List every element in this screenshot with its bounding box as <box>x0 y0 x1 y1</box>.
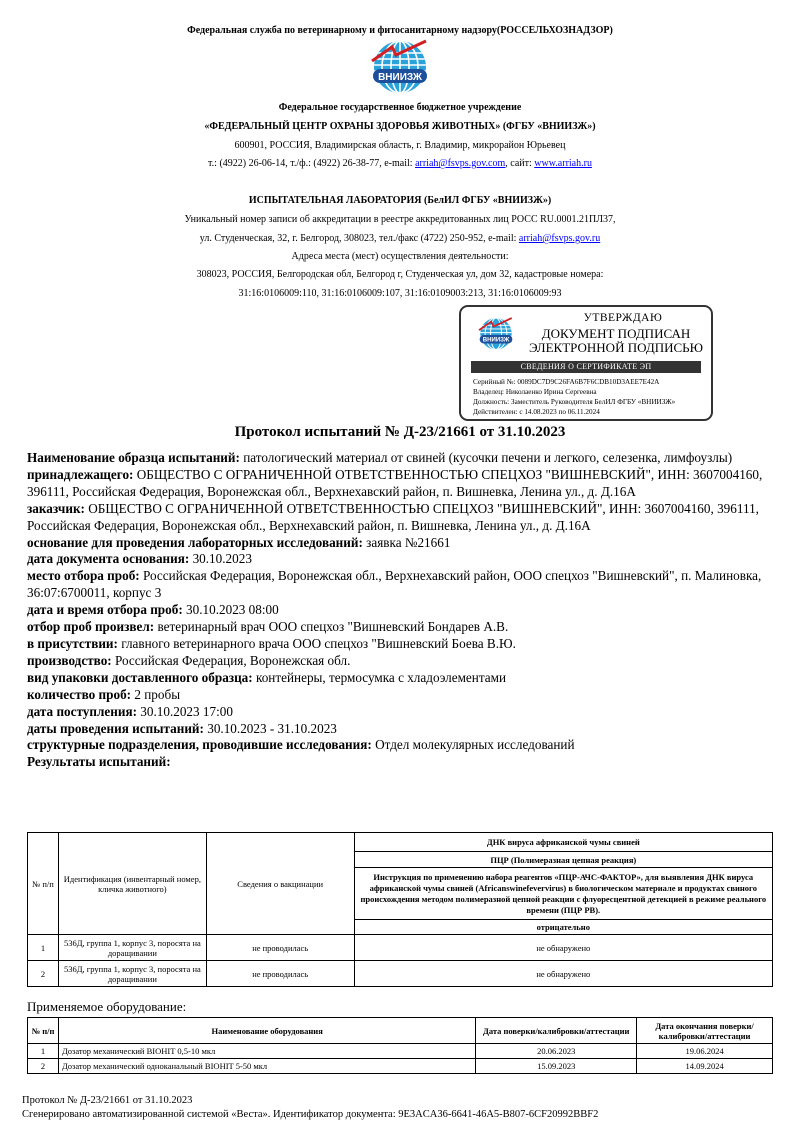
row-num: 1 <box>28 935 59 961</box>
contacts-site-link[interactable]: www.arriah.ru <box>534 158 592 169</box>
col-header-num: № п/п <box>28 833 59 935</box>
activity-address: 308023, РОССИЯ, Белгородская обл, Белгород г, Студенческая ул, дом 32, кадастровые номера: <box>196 269 604 280</box>
field-value: 30.10.2023 17:00 <box>136 703 233 719</box>
col-header-vaccination: Сведения о вакцинации <box>206 833 354 935</box>
field-in-presence <box>27 636 773 653</box>
table-row <box>28 935 773 961</box>
protocol-title: Протокол испытаний № Д-23/21661 от 31.10.2023 <box>234 424 566 440</box>
equipment-title: Применяемое оборудование: <box>27 999 187 1014</box>
field-value: Российская Федерация, Воронежская обл., Верхнехавский район, ООО спецхоз "Вишневский", п. Малиновка, 36:07:6700011, корпус 3 <box>27 568 762 601</box>
field-sample-name <box>27 450 773 467</box>
field-value: контейнеры, термосумка с хладоэлементами <box>252 669 507 685</box>
vniizh-logo <box>362 39 438 99</box>
field-value: заявка №21661 <box>362 534 451 550</box>
institution-address: 600901, РОССИЯ, Владимирская область, г. Владимир, микрорайон Юрьевец <box>234 140 566 151</box>
cadastral-numbers: 31:16:0106009:110, 31:16:0106009:107, 31:16:0109003:213, 31:16:0106009:93 <box>238 288 562 299</box>
field-value: Российская Федерация, Воронежская обл. <box>111 652 351 668</box>
field-customer <box>27 501 773 535</box>
e-signature-stamp <box>459 305 713 421</box>
field-label: структурные подразделения, проводившие исследования: <box>27 737 372 753</box>
eq-name: Дозатор механический BIOHIT 0,5-10 мкл <box>58 1044 475 1059</box>
activity-title: Адреса места (мест) осуществления деятельности: <box>291 251 509 262</box>
col-header-pcr: ПЦР (Полимеразная цепная реакция) <box>354 852 772 868</box>
field-basis <box>27 535 773 552</box>
col-header-norm: отрицательно <box>354 920 772 935</box>
field-label: дата поступления: <box>27 703 137 719</box>
stamp-owner: Владелец: Николаенко Ирина Сергеевна <box>473 388 597 396</box>
row-identification: 536Д, группа 1, корпус 3, поросята на доращивании <box>58 935 206 961</box>
stamp-signed-line1: ДОКУМЕНТ ПОДПИСАН <box>541 326 691 341</box>
row-num: 2 <box>28 961 59 987</box>
field-production <box>27 653 773 670</box>
field-label: количество проб: <box>27 686 132 702</box>
field-sampled-by <box>27 619 773 636</box>
stamp-serial: Серийный №: 0089DC7D9C26FA6B7F6CDB10D3AEE7E42A <box>473 378 660 386</box>
field-label: отбор проб произвел: <box>27 619 155 635</box>
results-heading <box>27 754 773 771</box>
lab-name: ИСПЫТАТЕЛЬНАЯ ЛАБОРАТОРИЯ (БелИЛ ФГБУ «ВНИИЗЖ») <box>248 195 552 206</box>
eq-date: 20.06.2023 <box>476 1044 637 1059</box>
field-owner <box>27 467 773 501</box>
row-result: не обнаружено <box>354 935 772 961</box>
field-value: Отдел молекулярных исследований <box>371 737 575 753</box>
row-vaccination: не проводилась <box>206 961 354 987</box>
institution-contacts <box>0 157 800 170</box>
results-table <box>27 832 773 987</box>
field-label: в присутствии: <box>27 635 118 651</box>
field-value: ветеринарный врач ООО спецхоз "Вишневский Бондарев А.В. <box>154 619 509 635</box>
eq-header-date: Дата поверки/калибровки/аттестации <box>476 1018 637 1044</box>
logo-text: ВНИИЗЖ <box>378 72 422 83</box>
field-sampling-place <box>27 568 773 602</box>
col-header-method: Инструкция по применению набора реагентов «ПЦР-АЧС-ФАКТОР», для выявления ДНК вируса африканской чумы свиней (Africanswinefevervirus) в биологическом материале и продуктах свиного происхождения методом полимеразной цепной реакции с флуоресцентной детекцией в режиме реального времени (ПЦР РВ). <box>354 868 772 920</box>
field-label: место отбора проб: <box>27 568 140 584</box>
row-result: не обнаружено <box>354 961 772 987</box>
field-label: заказчик: <box>27 500 85 516</box>
footer-protocol: Протокол № Д-23/21661 от 31.10.2023 <box>22 1095 193 1106</box>
field-basis-date <box>27 551 773 568</box>
field-label: Результаты испытаний: <box>27 754 171 770</box>
eq-date: 15.09.2023 <box>476 1059 637 1074</box>
agency-name: Федеральная служба по ветеринарному и фитосанитарному надзору(РОССЕЛЬХОЗНАДЗОР) <box>187 25 613 36</box>
field-test-dates <box>27 721 773 738</box>
eq-header-num: № п/п <box>28 1018 59 1044</box>
field-packaging <box>27 670 773 687</box>
stamp-valid: Действителен: с 14.08.2023 по 06.11.2024 <box>473 408 600 416</box>
field-value: 30.10.2023 08:00 <box>182 602 279 618</box>
field-label: принадлежащего: <box>27 466 134 482</box>
table-row <box>28 1059 773 1074</box>
table-row <box>28 1044 773 1059</box>
field-value: ОБЩЕСТВО С ОГРАНИЧЕННОЙ ОТВЕТСТВЕННОСТЬЮ СПЕЦХОЗ "ВИШНЕВСКИЙ", ИНН: 3607004160, 396111, Российская Федерация, Воронежская обл., Верхнехавский район, п. Вишневка, Ленина ул., д. Д.16А <box>27 466 763 499</box>
field-value: 30.10.2023 <box>189 551 252 567</box>
lab-email-link[interactable]: arriah@fsvps.gov.ru <box>518 233 601 244</box>
stamp-position: Должность: Заместитель Руководителя БелИЛ ФГБУ «ВНИИЗЖ» <box>473 398 676 406</box>
row-vaccination: не проводилась <box>206 935 354 961</box>
col-header-identification: Идентификация (инвентарный номер, кличка животного) <box>58 833 206 935</box>
stamp-approve: УТВЕРЖДАЮ <box>583 312 663 324</box>
stamp-signed <box>523 327 709 355</box>
field-value: главного ветеринарного врача ООО спецхоз "Вишневский Боева В.Ю. <box>117 635 516 651</box>
institution-name: «ФЕДЕРАЛЬНЫЙ ЦЕНТР ОХРАНЫ ЗДОРОВЬЯ ЖИВОТНЫХ» (ФГБУ «ВНИИЗЖ») <box>204 121 596 132</box>
contacts-site-prefix: , сайт: <box>505 158 535 169</box>
sample-info <box>27 450 773 771</box>
eq-header-end: Дата окончания поверки/калибровки/аттестации <box>637 1018 773 1044</box>
field-label: дата и время отбора проб: <box>27 602 183 618</box>
field-value: 2 пробы <box>131 686 181 702</box>
eq-header-name: Наименование оборудования <box>58 1018 475 1044</box>
eq-end: 14.09.2024 <box>637 1059 773 1074</box>
stamp-logo <box>473 315 519 355</box>
equipment-table <box>27 1017 773 1074</box>
field-label: даты проведения испытаний: <box>27 720 204 736</box>
contacts-phones: т.: (4922) 26-06-14, т./ф.: (4922) 26-38-77, e-mail: <box>208 158 416 169</box>
table-row <box>28 961 773 987</box>
eq-num: 2 <box>28 1059 59 1074</box>
lab-address-text: ул. Студенческая, 32, г. Белгород, 308023, тел./факс (4722) 250-952, e-mail: <box>199 233 519 244</box>
field-label: вид упаковки доставленного образца: <box>27 669 253 685</box>
col-header-dna: ДНК вируса африканской чумы свиней <box>354 833 772 852</box>
stamp-logo-text: ВНИИЗЖ <box>482 337 510 344</box>
eq-num: 1 <box>28 1044 59 1059</box>
field-value: ОБЩЕСТВО С ОГРАНИЧЕННОЙ ОТВЕТСТВЕННОСТЬЮ СПЕЦХОЗ "ВИШНЕВСКИЙ", ИНН: 3607004160, 396111, Российская Федерация, Воронежская обл., Верхнехавский район, п. Вишневка, Ленина ул., д. Д.16А <box>27 500 759 533</box>
field-label: основание для проведения лабораторных исследований: <box>27 534 363 550</box>
footer-generated: Сгенерировано автоматизированной системой «Веста». Идентификатор документа: 9E3ACA36-6641-46A5-B807-6CF20992BBF2 <box>22 1109 599 1120</box>
contacts-email-link[interactable]: arriah@fsvps.gov.com <box>415 158 506 169</box>
institution-type: Федеральное государственное бюджетное учреждение <box>278 102 522 113</box>
stamp-signed-line2: ЭЛЕКТРОННОЙ ПОДПИСЬЮ <box>529 340 703 355</box>
lab-accreditation: Уникальный номер записи об аккредитации в реестре аккредитованных лиц РОСС RU.0001.21ПЛ37, <box>184 214 616 225</box>
field-received-date <box>27 704 773 721</box>
field-value: патологический материал от свиней (кусочки печени и легкого, селезенка, лимфоузлы) <box>239 450 733 465</box>
eq-name: Дозатор механический одноканальный BIOHIT 5-50 мкл <box>58 1059 475 1074</box>
stamp-cert-bar: СВЕДЕНИЯ О СЕРТИФИКАТЕ ЭП <box>471 361 701 373</box>
field-value: 30.10.2023 - 31.10.2023 <box>203 720 337 736</box>
field-sampling-datetime <box>27 602 773 619</box>
field-label: дата документа основания: <box>27 551 190 567</box>
field-departments <box>27 737 773 754</box>
field-sample-count <box>27 687 773 704</box>
lab-address <box>0 232 800 245</box>
eq-end: 19.06.2024 <box>637 1044 773 1059</box>
row-identification: 536Д, группа 1, корпус 3, поросята на доращивании <box>58 961 206 987</box>
field-label: Наименование образца испытаний: <box>27 450 240 465</box>
field-label: производство: <box>27 652 112 668</box>
